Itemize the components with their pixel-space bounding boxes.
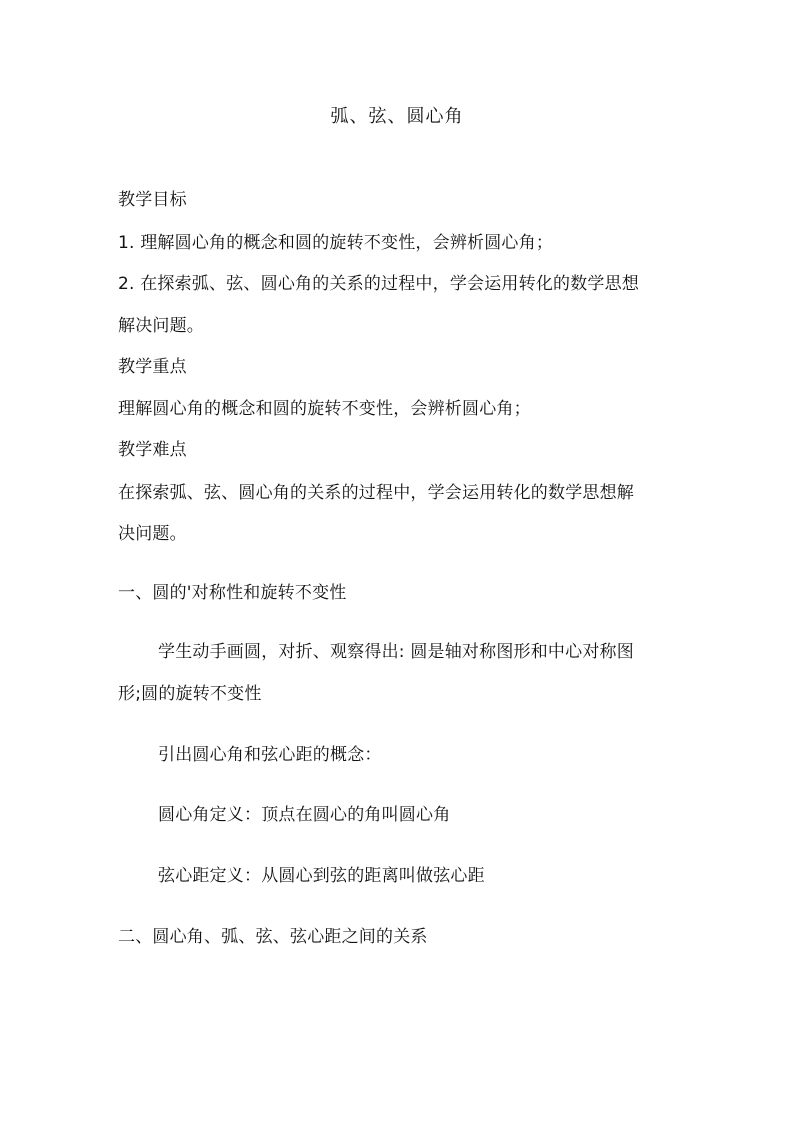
section-1-paragraph-4: 弦心距定义：从圆心到弦的距离叫做弦心距	[158, 866, 485, 886]
key-points-text: 理解圆心角的概念和圆的旋转不变性，会辨析圆心角；	[118, 399, 531, 419]
section-1-paragraph-1-line-2: 形;圆的旋转不变性	[118, 684, 262, 704]
page-title: 弧、弦、圆心角	[330, 106, 464, 127]
objective-1: 1. 理解圆心角的概念和圆的旋转不变性，会辨析圆心角；	[118, 233, 554, 253]
section-1-paragraph-2: 引出圆心角和弦心距的概念：	[158, 745, 382, 765]
section-2-heading: 二、圆心角、弧、弦、弦心距之间的关系	[118, 927, 428, 947]
objectives-heading: 教学目标	[118, 190, 187, 210]
key-points-heading: 教学重点	[118, 357, 187, 377]
objective-2-line-2: 解决问题。	[118, 316, 204, 336]
section-1-paragraph-3: 圆心角定义：顶点在圆心的角叫圆心角	[158, 805, 451, 825]
objective-2-line-1: 2. 在探索弧、弦、圆心角的关系的过程中，学会运用转化的数学思想	[118, 274, 640, 294]
difficulties-heading: 教学难点	[118, 440, 187, 460]
section-1-heading: 一、圆的'对称性和旋转不变性	[118, 583, 347, 603]
difficulties-line-2: 决问题。	[118, 524, 187, 544]
section-1-paragraph-1-line-1: 学生动手画圆，对折、观察得出: 圆是轴对称图形和中心对称图	[158, 642, 634, 662]
difficulties-line-1: 在探索弧、弦、圆心角的关系的过程中，学会运用转化的数学思想解	[118, 483, 634, 503]
